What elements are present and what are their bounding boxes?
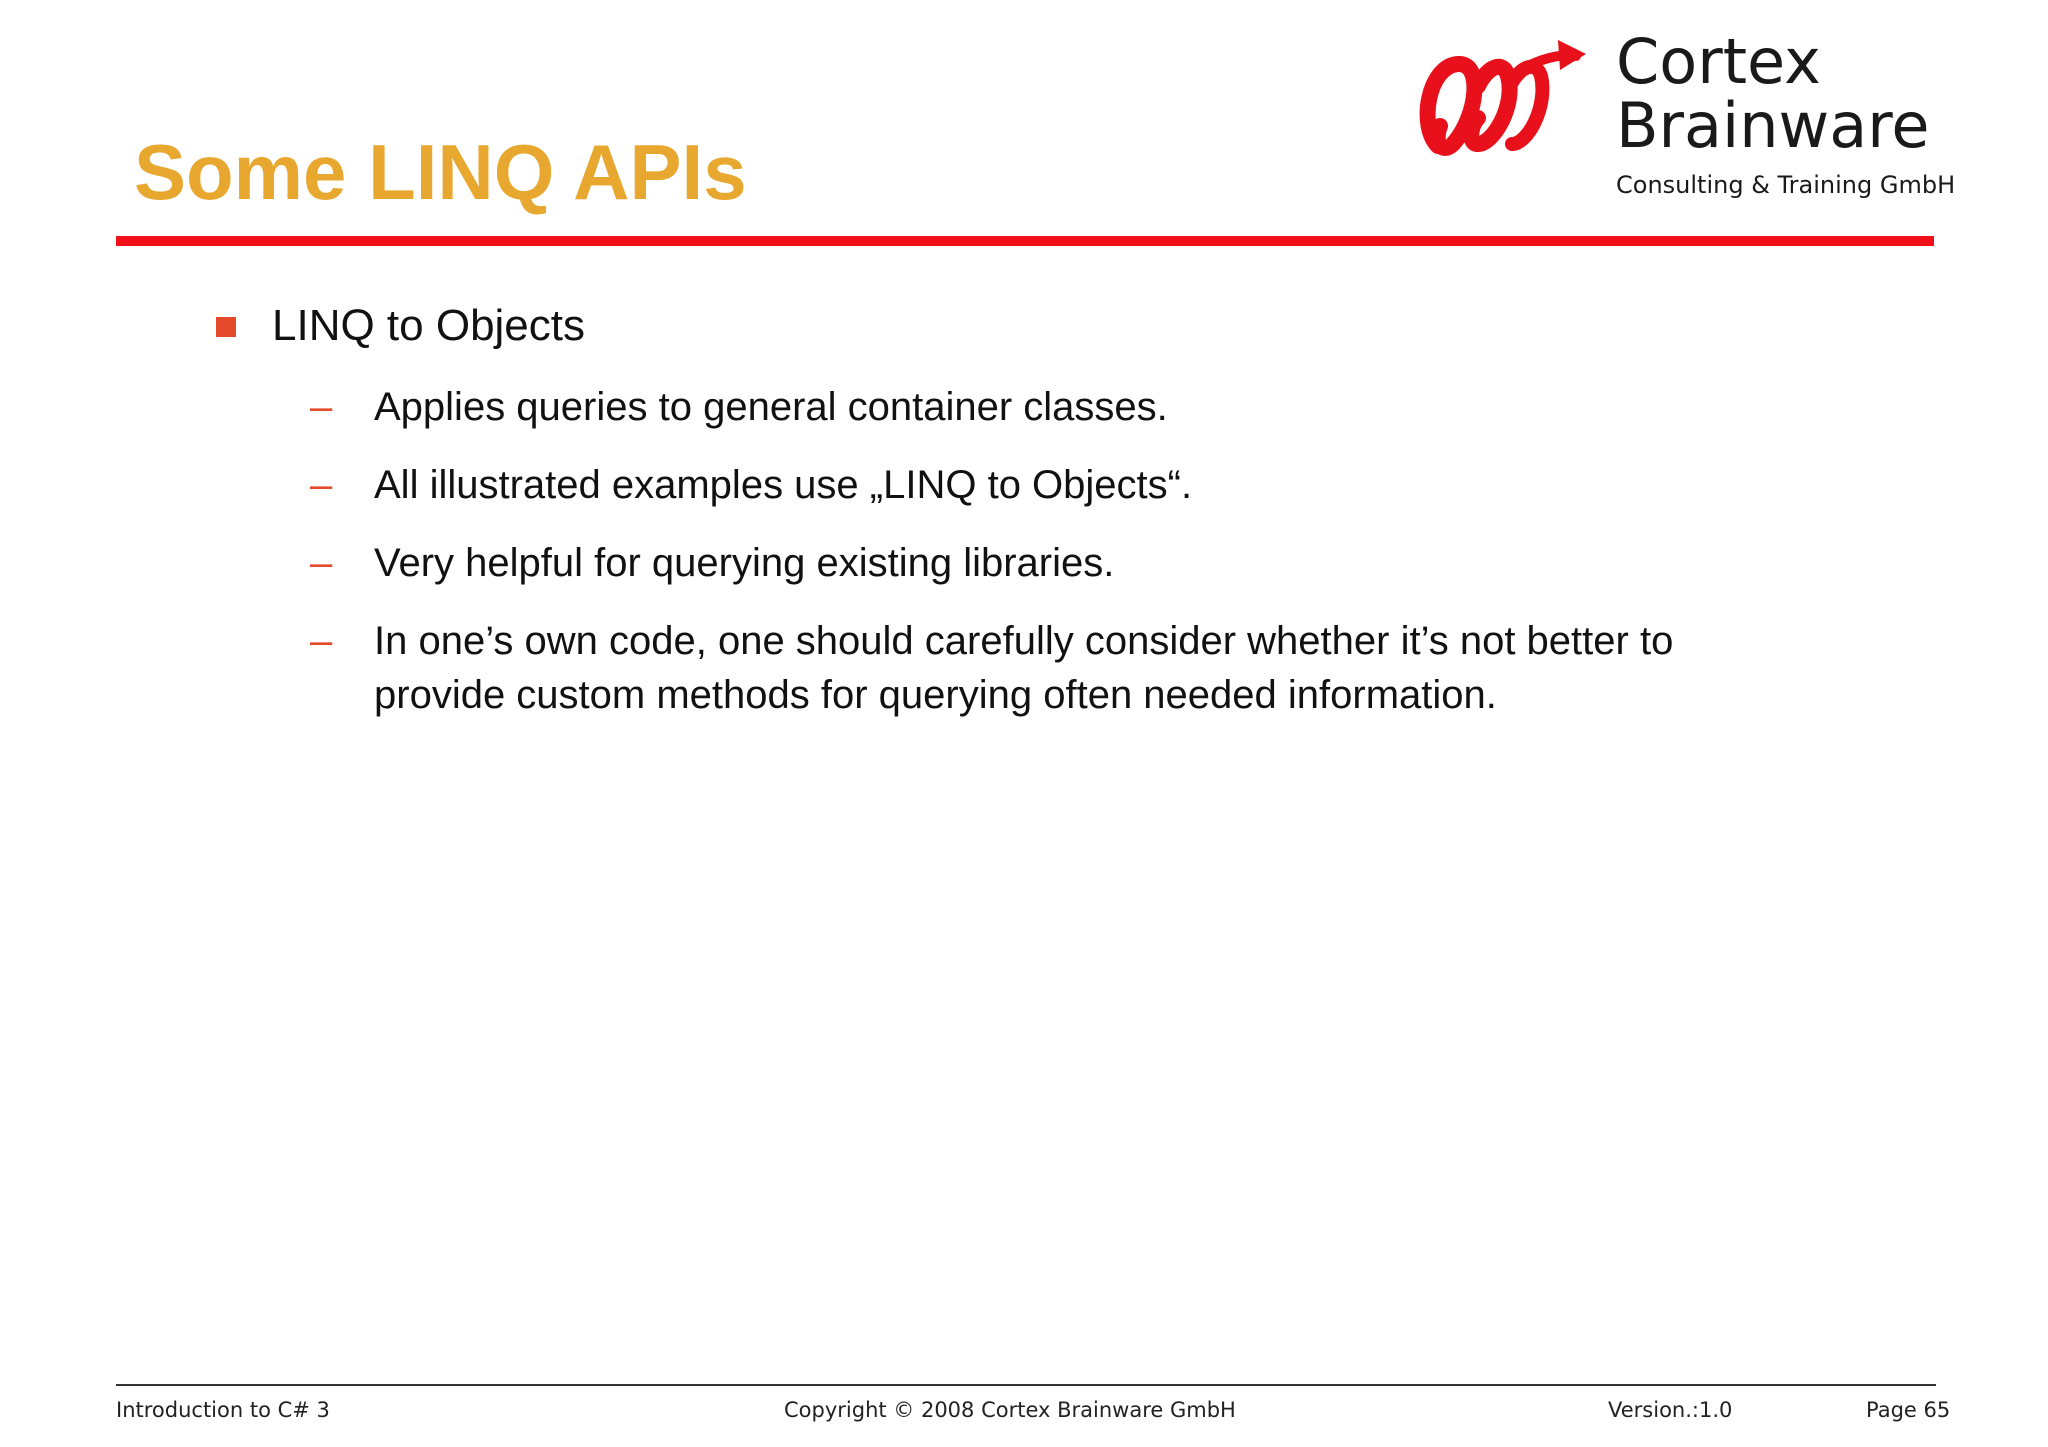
logo-text-subtitle: Consulting & Training GmbH <box>1616 171 1956 199</box>
square-bullet-icon <box>216 317 236 337</box>
title-divider <box>116 236 1934 246</box>
logo-text-cortex: Cortex <box>1616 25 1821 98</box>
dash-bullet-icon: – <box>310 619 333 663</box>
sub-bullet-text: Very helpful for querying existing libraries. <box>374 541 1115 585</box>
dash-bullet-icon: – <box>310 385 333 429</box>
footer-page-number: Page 65 <box>1866 1398 1951 1422</box>
dash-bullet-icon: – <box>310 463 333 507</box>
sub-bullet-text: Applies queries to general container classes. <box>374 385 1168 429</box>
logo-swirl-icon <box>1408 26 1588 166</box>
dash-bullet-icon: – <box>310 541 333 585</box>
company-logo <box>1408 18 1956 208</box>
footer-copyright: Copyright © 2008 Cortex Brainware GmbH <box>784 1398 1236 1422</box>
footer-course-title: Introduction to C# 3 <box>116 1398 330 1422</box>
slide-title: Some LINQ APIs <box>134 128 747 216</box>
bullet-text: LINQ to Objects <box>272 301 586 350</box>
footer-divider <box>116 1384 1936 1386</box>
sub-bullet-text: In one’s own code, one should carefully consider whether it’s not better to provide custom methods for querying often needed information. <box>374 619 1674 717</box>
footer-version: Version.:1.0 <box>1608 1398 1733 1422</box>
sub-bullet-text: All illustrated examples use „LINQ to Objects“. <box>374 463 1193 507</box>
logo-text-brainware: Brainware <box>1616 89 1930 162</box>
